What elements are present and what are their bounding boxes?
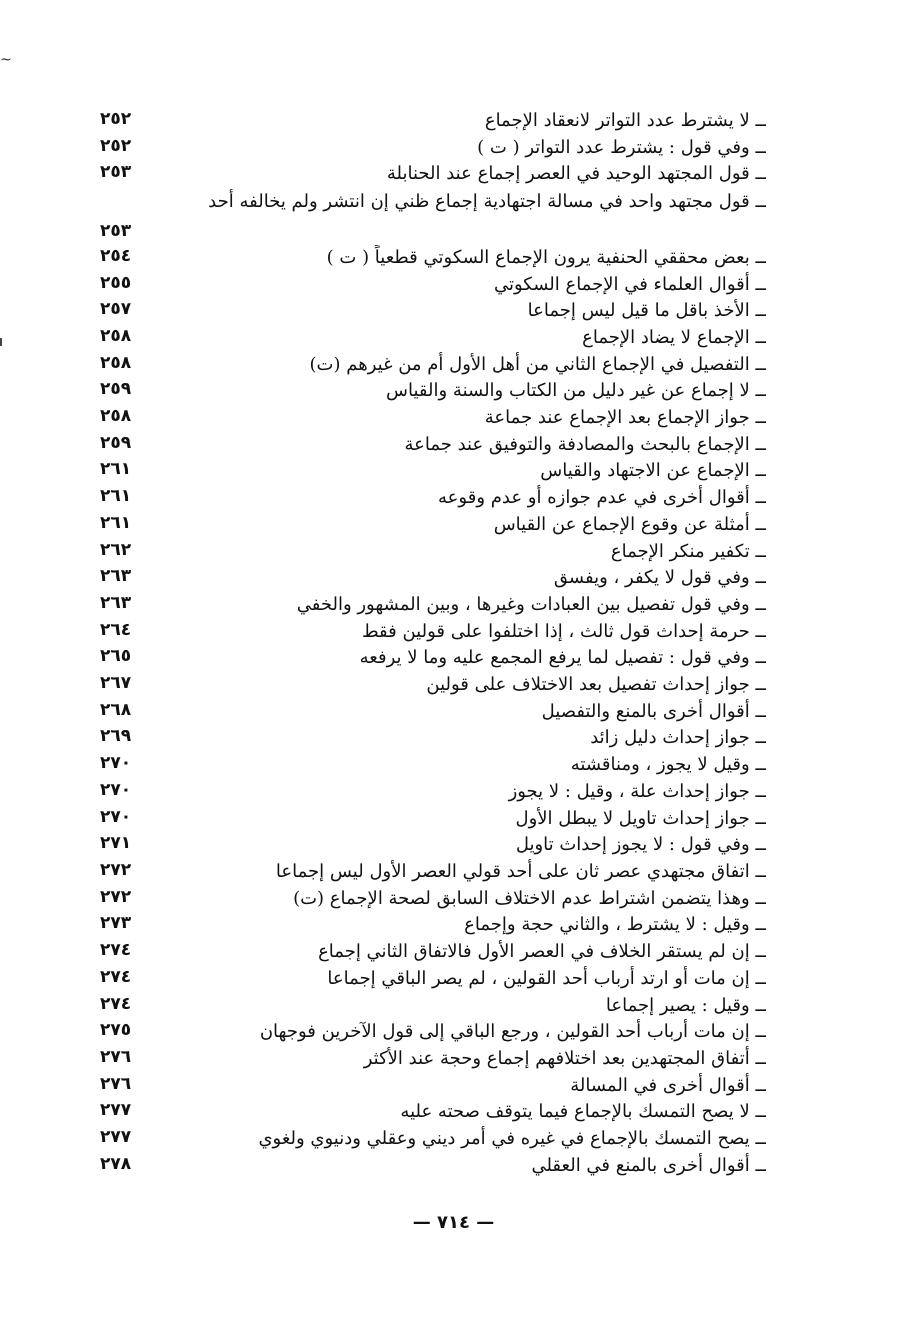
toc-entry [100, 458, 766, 483]
toc-entry-page-number: ٢٥٢ [100, 135, 132, 156]
toc-entry-page-number: ٢٥٨ [100, 352, 132, 373]
toc-entry-page-number: ٢٦٥ [100, 646, 132, 667]
toc-entry [100, 539, 766, 564]
toc-entry-page-number: ٢٦٩ [100, 726, 132, 747]
toc-entry-text: ــ لا يصح التمسك بالإجماع فيما يتوقف صحته عليه [400, 1101, 766, 1123]
toc-entry [100, 108, 766, 133]
toc-entry-text: ــ أقوال أخرى في المسالة [570, 1074, 766, 1096]
toc-entry-text: ــ وقيل : يصير إجماعا [605, 994, 766, 1016]
toc-entry-text: ــ أقوال أخرى في عدم جوازه أو عدم وقوعه [438, 487, 766, 509]
toc-entry-page-number: ٢٧٧ [100, 1127, 132, 1148]
toc-entry-page-number: ٢٥٩ [100, 432, 132, 453]
toc-entry-page-number: ٢٥٣ [100, 162, 132, 183]
toc-entry-text: ــ وفي قول : تفصيل لما يرفع المجمع عليه وما لا يرفعه [359, 647, 766, 669]
toc-entry [100, 619, 766, 644]
toc-entry [100, 645, 766, 670]
toc-entry [100, 1019, 766, 1044]
toc-entry-page-number: ٢٧٥ [100, 1020, 132, 1041]
toc-entry-text: ــ تكفير منكر الإجماع [610, 540, 766, 562]
toc-entry [100, 352, 766, 377]
toc-entry-text: ــ اتفاق مجتهدي عصر ثان على أحد قولي العصر الأول ليس إجماعا [275, 860, 766, 882]
toc-entry-page-number: ٢٦٣ [100, 566, 132, 587]
toc-entry [100, 378, 766, 403]
toc-entry-text: ــ الأخذ باقل ما قيل ليس إجماعا [527, 300, 766, 322]
toc-entry-text: ــ جواز إحداث تاويل لا يبطل الأول [515, 807, 766, 829]
toc-entry [100, 859, 766, 884]
toc-entry-page-number: ٢٧٤ [100, 940, 132, 961]
toc-entry [100, 1073, 766, 1098]
toc-entry-text: ــ جواز إحداث تفصيل بعد الاختلاف على قولين [426, 674, 766, 696]
toc-entry [100, 966, 766, 991]
page-number-footer: — ٧١٤ — [412, 1212, 495, 1233]
toc-entry-text: ــ وقيل : لا يشترط ، والثاني حجة وإجماع [464, 914, 766, 936]
toc-entry [100, 405, 766, 430]
toc-entry-page-number: ٢٧١ [100, 833, 132, 854]
corner-mark: ~ [0, 52, 12, 68]
toc-entry-page-number: ٢٧٢ [100, 886, 132, 907]
toc-entry-page-number: ٢٥٩ [100, 379, 132, 400]
toc-entry-page-number: ٢٧٨ [100, 1153, 132, 1174]
toc-entry-page-number: ٢٥٧ [100, 299, 132, 320]
toc-entry-text: ــ وفي قول : لا يجوز إحداث تاويل [515, 834, 766, 856]
toc-entry-page-number: ٢٧٦ [100, 1046, 132, 1067]
toc-entry-page-number: ٢٧٠ [100, 806, 132, 827]
toc-entry [100, 245, 766, 270]
toc-entry-page-number: ٢٧٦ [100, 1073, 132, 1094]
toc-entry-text: ــ الإجماع لا يضاد الإجماع [582, 326, 766, 348]
toc-entry-text: ــ بعض محققي الحنفية يرون الإجماع السكوتي قطعياً ( ت ) [326, 246, 766, 268]
toc-entry-text: ــ وفي قول لا يكفر ، ويفسق [553, 567, 766, 589]
toc-entry [100, 725, 766, 750]
toc-entry [100, 432, 766, 457]
toc-entry [100, 161, 766, 186]
toc-entry-page-number: ٢٧٢ [100, 859, 132, 880]
toc-entry-text: ــ جواز إحداث علة ، وقيل : لا يجوز [508, 780, 766, 802]
toc-entry-text: ــ إن لم يستقر الخلاف في العصر الأول فالاتفاق الثاني إجماع [318, 941, 766, 963]
toc-entry [100, 832, 766, 857]
toc-entry [100, 485, 766, 510]
toc-entry-text: ــ الإجماع بالبحث والمصادفة والتوفيق عند جماعة [404, 433, 766, 455]
toc-entry-page-number: ٢٧٣ [100, 913, 132, 934]
toc-entry-page-number: ٢٥٥ [100, 272, 132, 293]
toc-entry-text: ــ الإجماع عن الاجتهاد والقياس [540, 460, 766, 482]
toc-entry-page-number: ٢٦٤ [100, 619, 132, 640]
toc-entry-text: ــ لا يشترط عدد التواتر لانعقاد الإجماع [484, 110, 766, 131]
toc-entry [100, 939, 766, 964]
toc-entry-text: ــ يصح التمسك بالإجماع في غيره في أمر ديني وعقلي ودنيوي ولغوي [258, 1128, 766, 1150]
toc-entry-page-number: ٢٧٤ [100, 993, 132, 1014]
toc-entry [100, 325, 766, 350]
toc-entry [100, 565, 766, 590]
margin-mark [0, 338, 2, 346]
toc-entry-text: ــ قول المجتهد الوحيد في العصر إجماع عند الحنابلة [386, 163, 766, 185]
toc-entry-text: ــ أتفاق المجتهدين بعد اختلافهم إجماع وحجة عند الأكثر [363, 1047, 766, 1069]
toc-entry-text: ــ أمثلة عن وقوع الإجماع عن القياس [493, 513, 766, 535]
toc-entry [100, 1126, 766, 1151]
toc-entry-text: ــ التفصيل في الإجماع الثاني من أهل الأول أم من غيرهم (ت) [309, 353, 766, 375]
toc-entry [100, 699, 766, 724]
toc-entry [100, 298, 766, 323]
toc-entry-text: ــ لا إجماع عن غير دليل من الكتاب والسنة والقياس [386, 380, 766, 402]
toc-entry-page-number: ٢٦١ [100, 486, 132, 507]
table-of-contents [100, 108, 766, 1178]
toc-entry-text: ــ وقيل لا يجوز ، ومناقشته [570, 754, 766, 776]
toc-entry-page-number: ٢٧٠ [100, 779, 132, 800]
toc-entry-page-number: ٢٧٠ [100, 753, 132, 774]
toc-entry-text: ــ وهذا يتضمن اشتراط عدم الاختلاف السابق لصحة الإجماع (ت) [293, 887, 766, 909]
toc-entry [100, 912, 766, 937]
toc-entry-text: ــ جواز الإجماع بعد الإجماع عند جماعة [484, 407, 766, 429]
toc-entry-text: ــ إن مات أو ارتد أرباب أحد القولين ، لم يصر الباقي إجماعا [327, 967, 766, 989]
toc-entry-page-number: ٢٦١ [100, 512, 132, 533]
toc-entry [100, 672, 766, 697]
toc-entry-page-number: ٢٥٤ [100, 245, 132, 266]
toc-entry [100, 1153, 766, 1178]
toc-entry-text: ــ حرمة إحداث قول ثالث ، إذا اختلفوا على قولين فقط [361, 620, 766, 642]
toc-entry-page-number: ٢٦١ [100, 459, 132, 480]
toc-entry-text: ــ قول مجتهد واحد في مسالة اجتهادية إجماع ظني إن انتشر ولم يخالفه أحد [208, 191, 766, 213]
toc-entry [100, 188, 766, 243]
toc-entry-page-number: ٢٦٣ [100, 592, 132, 613]
toc-entry-text: ــ إن مات أرباب أحد القولين ، ورجع الباقي إلى قول الآخرين فوجهان [259, 1021, 766, 1043]
toc-entry-page-number: ٢٥٢ [100, 109, 132, 129]
toc-entry-text: ــ جواز إحداث دليل زائد [590, 727, 766, 749]
toc-entry-page-number: ٢٥٣ [100, 221, 132, 242]
toc-entry [100, 886, 766, 911]
toc-entry-page-number: ٢٦٢ [100, 539, 132, 560]
toc-entry-page-number: ٢٦٧ [100, 673, 132, 694]
toc-entry [100, 779, 766, 804]
toc-entry [100, 993, 766, 1018]
toc-entry [100, 752, 766, 777]
toc-entry-page-number: ٢٧٧ [100, 1100, 132, 1121]
toc-entry [100, 592, 766, 617]
toc-entry-text: ــ أقوال أخرى بالمنع والتفصيل [541, 700, 766, 722]
toc-entry [100, 806, 766, 831]
toc-entry-text: ــ أقوال العلماء في الإجماع السكوتي [493, 273, 766, 295]
toc-entry-page-number: ٢٥٨ [100, 325, 132, 346]
toc-entry [100, 135, 766, 160]
toc-entry [100, 1046, 766, 1071]
toc-entry-page-number: ٢٦٨ [100, 699, 132, 720]
toc-entry-page-number: ٢٥٨ [100, 406, 132, 427]
toc-entry-text: ــ وفي قول تفصيل بين العبادات وغيرها ، وبين المشهور والخفي [296, 593, 766, 615]
toc-entry [100, 272, 766, 297]
toc-entry [100, 512, 766, 537]
toc-entry [100, 1099, 766, 1124]
toc-entry-text: ــ أقوال أخرى بالمنع في العقلي [531, 1154, 766, 1176]
toc-entry-page-number: ٢٧٤ [100, 966, 132, 987]
toc-entry-text: ــ وفي قول : يشترط عدد التواتر ( ت ) [477, 136, 766, 158]
